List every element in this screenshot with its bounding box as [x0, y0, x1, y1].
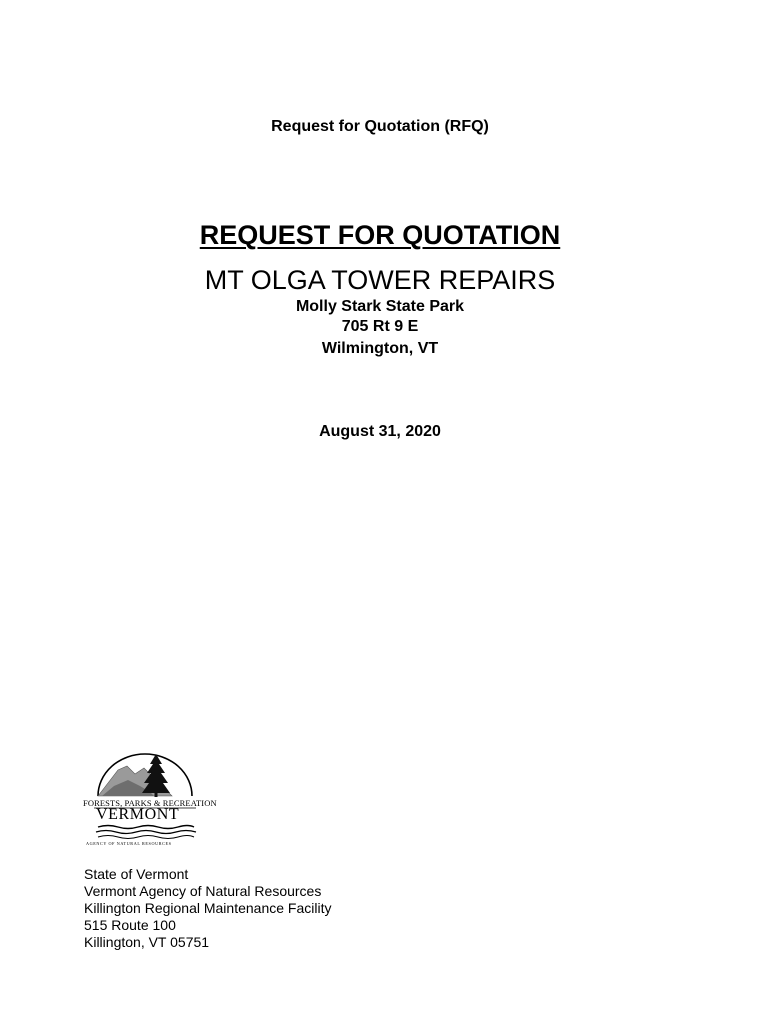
address-line: Vermont Agency of Natural Resources: [84, 883, 322, 899]
project-title: MT OLGA TOWER REPAIRS: [204, 265, 556, 295]
page-header-title: Request for Quotation (RFQ): [271, 118, 489, 135]
document-title: REQUEST FOR QUOTATION: [199, 220, 561, 250]
logo-state-text: VERMONT: [96, 806, 180, 823]
logo-department-text: FORESTS, PARKS & RECREATION: [83, 798, 217, 808]
document-date: August 31, 2020: [319, 423, 441, 440]
address-line: State of Vermont: [84, 866, 189, 882]
park-name: Molly Stark State Park: [295, 298, 465, 315]
park-city: Wilmington, VT: [321, 340, 439, 357]
park-street: 705 Rt 9 E: [341, 318, 419, 335]
address-line: Killington Regional Maintenance Facility: [84, 900, 332, 916]
contact-address-block: [84, 866, 331, 951]
vermont-fpr-logo: [80, 748, 217, 850]
address-line: Killington, VT 05751: [84, 934, 210, 950]
logo-agency-text: AGENCY OF NATURAL RESOURCES: [86, 841, 172, 846]
address-line: 515 Route 100: [84, 917, 176, 933]
